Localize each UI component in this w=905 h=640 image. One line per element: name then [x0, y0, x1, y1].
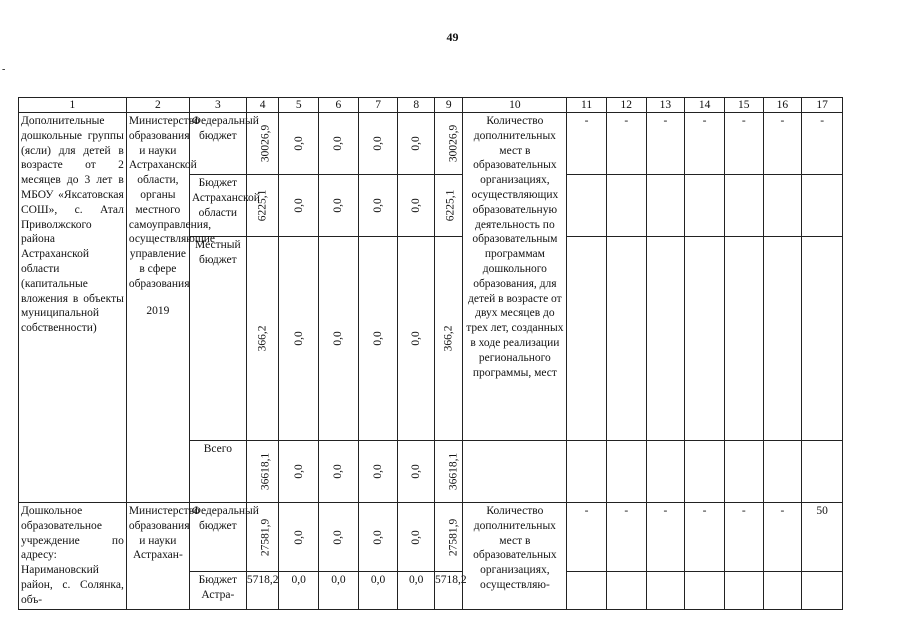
- empty-cell: [763, 175, 802, 237]
- amount-cell: 0,0: [319, 237, 359, 441]
- col-number: 10: [463, 98, 567, 113]
- amount-cell: 0,0: [279, 237, 319, 441]
- responsible-executor: Министерство образования и науки Астрахан-: [126, 503, 189, 610]
- budget-source: Федеральный бюджет: [189, 503, 246, 572]
- amount-cell: 0,0: [319, 572, 359, 610]
- empty-cell: [724, 175, 763, 237]
- amount-cell: 0,0: [398, 175, 435, 237]
- empty-cell: [802, 237, 843, 441]
- empty-cell: [763, 441, 802, 503]
- col-number: 3: [189, 98, 246, 113]
- amount-cell: 0,0: [279, 175, 319, 237]
- col-number: 16: [763, 98, 802, 113]
- indicator-value: -: [646, 503, 685, 572]
- empty-cell: [606, 441, 646, 503]
- col-number: 1: [19, 98, 127, 113]
- amount-cell: 0,0: [358, 572, 398, 610]
- amount-cell: 0,0: [358, 441, 398, 503]
- amount-cell: 0,0: [358, 503, 398, 572]
- indicator-value: -: [763, 503, 802, 572]
- indicator-value: -: [802, 113, 843, 175]
- amount-cell: 5718,2: [246, 572, 279, 610]
- amount-cell: 27581,9: [435, 503, 463, 572]
- empty-cell: [685, 441, 725, 503]
- indicator-value: -: [606, 113, 646, 175]
- amount-cell: 6225,1: [435, 175, 463, 237]
- amount-cell: 0,0: [279, 503, 319, 572]
- col-number: 15: [724, 98, 763, 113]
- amount-cell: 30026,9: [435, 113, 463, 175]
- empty-cell: [685, 175, 725, 237]
- responsible-executor: [126, 113, 215, 503]
- amount-cell: 36618,1: [435, 441, 463, 503]
- event-name: Дошкольное образовательное учреждение по адресу: Наримановский район, с. Солянка, объ-: [19, 503, 127, 610]
- amount-cell: 0,0: [398, 113, 435, 175]
- amount-cell: 0,0: [398, 503, 435, 572]
- empty-cell: [606, 175, 646, 237]
- col-number: 11: [567, 98, 607, 113]
- col-number: 4: [246, 98, 279, 113]
- amount-cell: 0,0: [398, 237, 435, 441]
- budget-source: Бюджет Астра-: [189, 572, 246, 610]
- amount-cell: 6225,1: [246, 175, 279, 237]
- amount-cell: 0,0: [319, 441, 359, 503]
- empty-cell: [646, 572, 685, 610]
- budget-source: Местный бюджет: [189, 237, 246, 441]
- col-number: 9: [435, 98, 463, 113]
- amount-cell: 0,0: [319, 503, 359, 572]
- empty-cell: [724, 572, 763, 610]
- empty-cell: [685, 237, 725, 441]
- indicator-value: -: [567, 113, 607, 175]
- program-table: [18, 97, 843, 610]
- indicator-name: Количество дополнительных мест в образовательных организациях, осуществляю-: [463, 503, 567, 610]
- col-number: 6: [319, 98, 359, 113]
- amount-cell: 366,2: [435, 237, 463, 441]
- indicator-value: -: [685, 503, 725, 572]
- empty-cell: [606, 572, 646, 610]
- amount-cell: 0,0: [358, 175, 398, 237]
- col-number: 5: [279, 98, 319, 113]
- empty-cell: [802, 441, 843, 503]
- page-number: 49: [446, 30, 459, 44]
- amount-cell: 0,0: [279, 113, 319, 175]
- empty-cell: [802, 175, 843, 237]
- column-number-row: [19, 98, 843, 113]
- amount-cell: 0,0: [358, 113, 398, 175]
- empty-cell: [463, 441, 567, 503]
- col-number: 13: [646, 98, 685, 113]
- indicator-value: -: [567, 503, 607, 572]
- table-row: [19, 113, 843, 175]
- col-number: 7: [358, 98, 398, 113]
- amount-cell: 0,0: [358, 237, 398, 441]
- col-number: 2: [126, 98, 189, 113]
- table-row: [19, 503, 843, 572]
- col-number: 8: [398, 98, 435, 113]
- col-number: 17: [802, 98, 843, 113]
- empty-cell: [567, 441, 607, 503]
- col-number: 14: [685, 98, 725, 113]
- amount-cell: 36618,1: [246, 441, 279, 503]
- amount-cell: 366,2: [246, 237, 279, 441]
- amount-cell: 0,0: [398, 441, 435, 503]
- amount-cell: 0,0: [319, 175, 359, 237]
- empty-cell: [567, 175, 607, 237]
- empty-cell: [606, 237, 646, 441]
- empty-cell: [763, 572, 802, 610]
- indicator-value: -: [685, 113, 725, 175]
- empty-cell: [646, 175, 685, 237]
- amount-cell: 5718,2: [435, 572, 463, 610]
- empty-cell: [763, 237, 802, 441]
- empty-cell: [567, 237, 607, 441]
- empty-cell: [724, 237, 763, 441]
- indicator-value: -: [763, 113, 802, 175]
- indicator-value: -: [606, 503, 646, 572]
- col-number: 12: [606, 98, 646, 113]
- amount-cell: 0,0: [319, 113, 359, 175]
- budget-source: Бюджет Астраханской области: [189, 175, 246, 237]
- budget-source: Всего: [189, 441, 246, 503]
- executor-text: Министерство образования и науки Астраханской области, органы местного самоуправления, осуществляющие управление в сфере образования: [128, 115, 215, 290]
- empty-cell: [567, 572, 607, 610]
- margin-mark: -: [2, 64, 6, 75]
- empty-cell: [646, 237, 685, 441]
- amount-cell: 30026,9: [246, 113, 279, 175]
- amount-cell: 0,0: [279, 441, 319, 503]
- indicator-name: Количество дополнительных мест в образовательных организациях, осуществляющих образовательную деятельность по образовательным программам дошкольного образования, для детей в возрасте от двух месяцев до трех лет, созданных в ходе реализации регионального программы, мест: [463, 113, 567, 441]
- event-name: Дополнительные дошкольные группы (ясли) для детей в возрасте от 2 месяцев до 3 лет в МБОУ «Яксатовская СОШ», с. Атал Приволжского района Астраханской области (капитальные вложения в объекты муниципальной собственности): [19, 113, 127, 503]
- amount-cell: 27581,9: [246, 503, 279, 572]
- empty-cell: [724, 441, 763, 503]
- indicator-value: -: [724, 503, 763, 572]
- indicator-value: 50: [802, 503, 843, 572]
- indicator-value: -: [646, 113, 685, 175]
- amount-cell: 0,0: [279, 572, 319, 610]
- indicator-value: -: [724, 113, 763, 175]
- year: 2019: [146, 304, 170, 317]
- empty-cell: [646, 441, 685, 503]
- budget-source: Федеральный бюджет: [189, 113, 246, 175]
- empty-cell: [802, 572, 843, 610]
- empty-cell: [685, 572, 725, 610]
- amount-cell: 0,0: [398, 572, 435, 610]
